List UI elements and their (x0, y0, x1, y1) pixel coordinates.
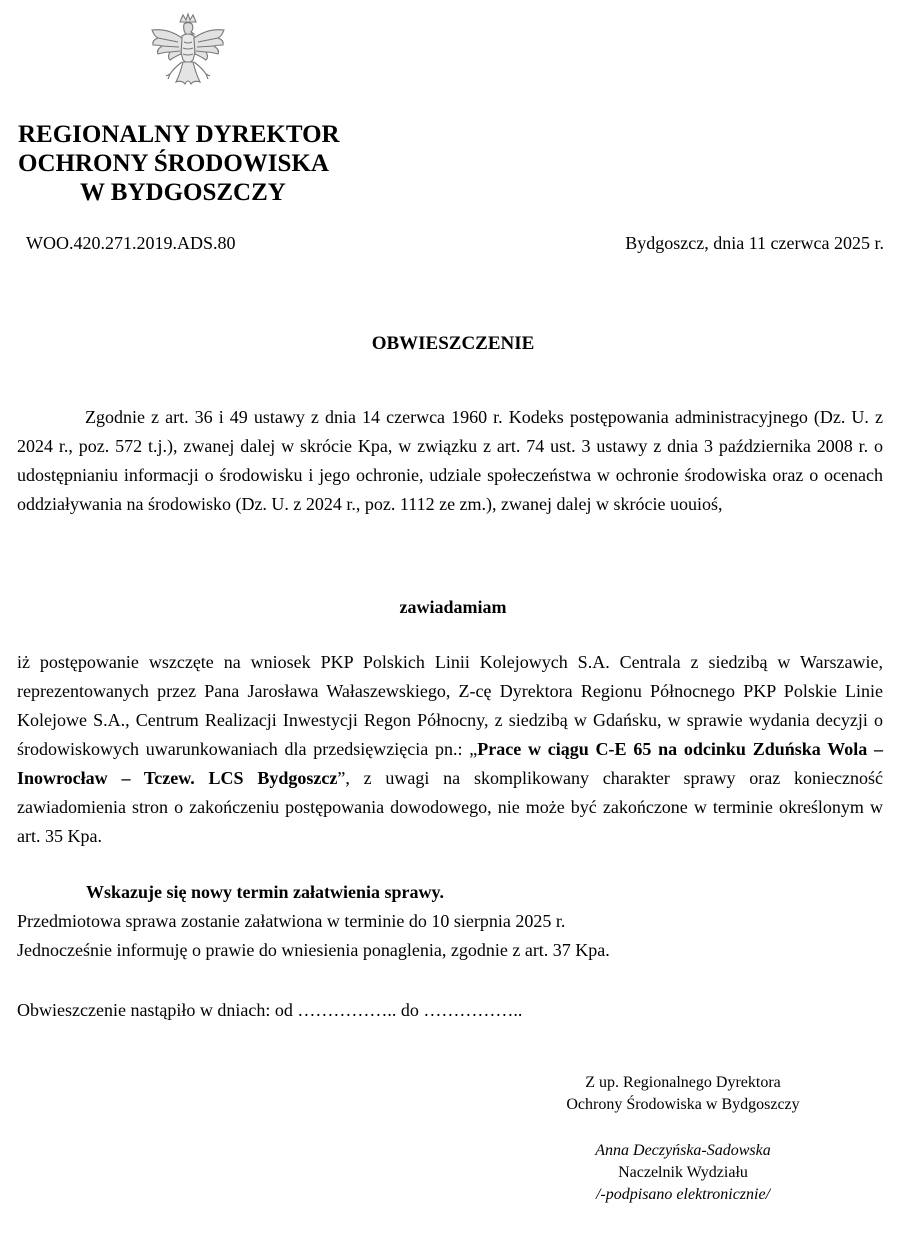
new-term-statement: Wskazuje się nowy termin załatwienia sprawy. (86, 882, 444, 902)
settlement-deadline: Przedmiotowa sprawa zostanie załatwiona w terminie do 10 sierpnia 2025 r. (17, 911, 566, 931)
notice-dates-line: Obwieszczenie nastąpiło w dniach: od …………….. do …………….. (17, 1000, 523, 1020)
place-and-date: Bydgoszcz, dnia 11 czerwca 2025 r. (625, 233, 884, 253)
intro-paragraph: Zgodnie z art. 36 i 49 ustawy z dnia 14 czerwca 1960 r. Kodeks postępowania administracyjnego (Dz. U. z 2024 r., poz. 572 t.j.), zwanej dalej w skrócie Kpa, w związku z art. 74 ust. 3 ustawy z dnia 3 października 2008 r. o udostępnianiu informacji o środowisku i jego ochronie, udziale społeczeństwa w ochronie środowiska oraz o ocenach oddziaływania na środowisko (Dz. U. z 2024 r., poz. 1112 ze zm.), zwanej dalej w skrócie uouioś, (17, 407, 883, 514)
document-title: OBWIESZCZENIE (371, 333, 535, 354)
notification-heading: zawiadamiam (399, 597, 507, 617)
main-text-after: ”, z uwagi na skomplikowany charakter sprawy oraz konieczność zawiadomienia stron o zakończeniu postępowania dowodowego, nie może być zakończone w terminie określonym w art. 35 Kpa. (17, 768, 883, 846)
reminder-right-info: Jednocześnie informuję o prawie do wniesienia ponaglenia, zgodnie z art. 37 Kpa. (17, 940, 610, 960)
project-name: Prace w ciągu C-E 65 na odcinku Zduńska Wola – Inowrocław – Tczew. LCS Bydgoszcz (17, 739, 883, 788)
authority-line-2: OCHRONY ŚRODOWISKA (18, 150, 329, 177)
polish-eagle-emblem-icon (148, 12, 228, 96)
authority-line-3: W BYDGOSZCZY (80, 179, 286, 206)
authority-line-1: REGIONALNY DYREKTOR (18, 121, 340, 148)
closing-line-2: Ochrony Środowiska w Bydgoszczy (566, 1096, 800, 1113)
issuing-authority (18, 120, 363, 207)
case-reference: WOO.420.271.2019.ADS.80 (26, 233, 236, 253)
signature-block (530, 1072, 836, 1206)
main-text-before: iż postępowanie wszczęte na wniosek PKP Polskich Linii Kolejowych S.A. Centrala z siedzibą w Warszawie, reprezentowanych przez Pana Jarosława Wałaszewskiego, Z-cę Dyrektora Regionu Północnego PKP Polskie Linie Kolejowe S.A., Centrum Realizacji Inwestycji Regon Północny, z siedzibą w Gdańsku, w sprawie wydania decyzji o środowiskowych uwarunkowaniach dla przedsięwzięcia pn.: „ (17, 652, 883, 759)
main-paragraph (17, 648, 883, 851)
signatory-position: Naczelnik Wydziału (618, 1164, 748, 1181)
closing-line-1: Z up. Regionalnego Dyrektora (585, 1074, 781, 1091)
electronic-signature-note: /-podpisano elektronicznie/ (595, 1186, 771, 1203)
signatory-name: Anna Deczyńska-Sadowska (595, 1142, 771, 1159)
